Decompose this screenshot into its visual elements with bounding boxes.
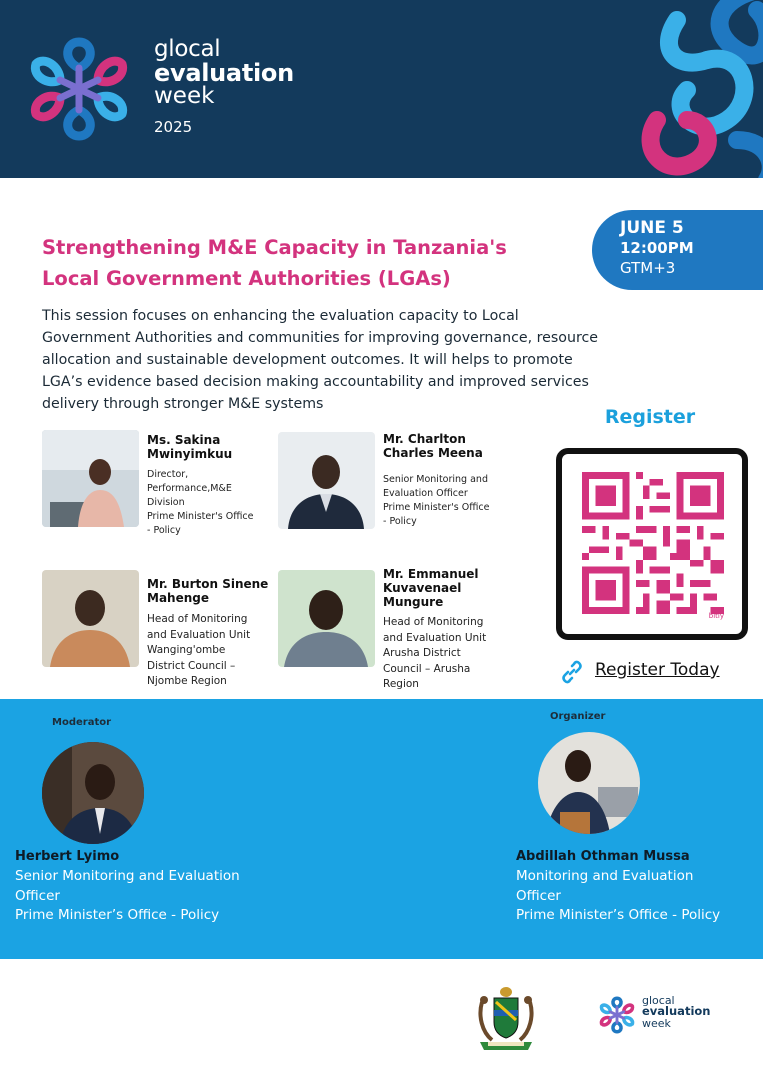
register-qr-code[interactable] xyxy=(556,448,748,640)
speaker-role-line: Evaluation Officer xyxy=(383,488,468,499)
speaker-role-line: Wanging'ombe xyxy=(147,644,226,656)
brand-line-evaluation: evaluation xyxy=(154,59,294,87)
speaker-role-line: Division xyxy=(147,497,185,508)
glocal-footer-logo-icon xyxy=(598,994,636,1036)
register-today-link[interactable] xyxy=(558,658,758,684)
speaker-role-line: Council – Arusha xyxy=(383,662,471,675)
header-banner xyxy=(0,0,763,178)
speaker-name: Mr. Charlton Charles Meena xyxy=(383,432,483,460)
register-heading: Register xyxy=(604,406,696,428)
speaker-role-line: - Policy xyxy=(383,516,417,527)
brand-year: 2025 xyxy=(154,118,193,136)
moderator-role-line: Senior Monitoring and Evaluation xyxy=(15,868,240,884)
organizer-role-line: Officer xyxy=(516,887,561,904)
organizer-label: Organizer xyxy=(550,711,606,722)
footer-brand-week: week xyxy=(642,1016,671,1030)
event-time: 12:00PM xyxy=(620,239,694,257)
organizer-name: Abdillah Othman Mussa xyxy=(516,849,690,864)
speaker-role-line: and Evaluation Unit xyxy=(383,631,487,644)
speaker-role-line: and Evaluation Unit xyxy=(147,628,251,641)
qr-code-icon xyxy=(582,472,724,614)
speaker-role-line: Prime Minister's Office xyxy=(383,502,490,513)
speaker-name: Mr. Burton Sinene Mahenge xyxy=(147,577,269,605)
speaker-photo xyxy=(278,570,375,667)
register-today-label[interactable]: Register Today xyxy=(595,660,720,680)
event-timezone: GTM+3 xyxy=(620,259,676,277)
speaker-role xyxy=(147,468,267,538)
moderator-organizer-band xyxy=(0,699,763,959)
moderator-role xyxy=(15,867,275,926)
speaker-photo xyxy=(278,432,375,529)
speaker-role-line: Director, xyxy=(147,469,189,480)
speaker-role-line: District Council – xyxy=(147,659,236,672)
brand-wordmark xyxy=(154,38,294,135)
moderator-label: Moderator xyxy=(52,717,112,728)
speaker-role-line: Arusha District xyxy=(383,647,461,659)
speaker-role-line: - Policy xyxy=(147,525,181,536)
date-badge xyxy=(592,210,763,290)
speaker-role xyxy=(383,615,503,693)
speaker-role-line: Head of Monitoring xyxy=(383,616,484,628)
organizer-avatar xyxy=(538,732,640,834)
speaker-name: Ms. Sakina Mwinyimkuu xyxy=(147,433,233,461)
speaker-role-line: Senior Monitoring and xyxy=(383,474,488,485)
speaker-role xyxy=(147,612,267,690)
moderator-role-line: Prime Minister’s Office - Policy xyxy=(15,907,220,923)
moderator-role-line: Officer xyxy=(15,887,60,904)
moderator-avatar xyxy=(42,742,144,844)
speaker-role-line: Njombe Region xyxy=(147,675,227,687)
event-date: JUNE 5 xyxy=(620,218,684,238)
speaker-photo xyxy=(42,430,139,527)
speaker-role-line: Head of Monitoring xyxy=(147,613,248,625)
brand-line-week: week xyxy=(154,83,215,109)
speaker-photo xyxy=(42,570,139,667)
moderator-name: Herbert Lyimo xyxy=(15,849,120,864)
decorative-loops-icon xyxy=(637,0,763,178)
speaker-role xyxy=(383,473,508,529)
footer-brand-wordmark xyxy=(642,995,710,1029)
organizer-role-line: Monitoring and Evaluation xyxy=(516,868,694,884)
organizer-role xyxy=(516,867,756,926)
footer-brand-glocal: glocal xyxy=(642,994,675,1007)
speaker-role-line: Performance,M&E xyxy=(147,483,232,494)
event-description: This session focuses on enhancing the evaluation capacity to Local Government Authorities and communities for improving governance, resource allocation and sustainable development outcomes. It will helps to promote LGA’s evidence based decision making accountability and improved services delivery through stronger M&E systems xyxy=(42,308,599,412)
event-title: Strengthening M&E Capacity in Tanzania's Local Government Authorities (LGAs) xyxy=(42,236,507,290)
tanzania-coat-of-arms-icon xyxy=(470,982,542,1054)
link-icon xyxy=(560,660,584,684)
speaker-role-line: Region xyxy=(383,678,419,690)
speaker-name: Mr. Emmanuel Kuvavenael Mungure xyxy=(383,567,479,609)
brand-line-glocal: glocal xyxy=(154,36,221,62)
organizer-role-line: Prime Minister’s Office - Policy xyxy=(516,907,721,923)
footer-brand-evaluation: evaluation xyxy=(642,1004,711,1018)
glocal-knot-logo-icon xyxy=(26,30,132,148)
qr-brand-label: bitly xyxy=(708,612,724,620)
speaker-role-line: Prime Minister's Office xyxy=(147,511,254,522)
